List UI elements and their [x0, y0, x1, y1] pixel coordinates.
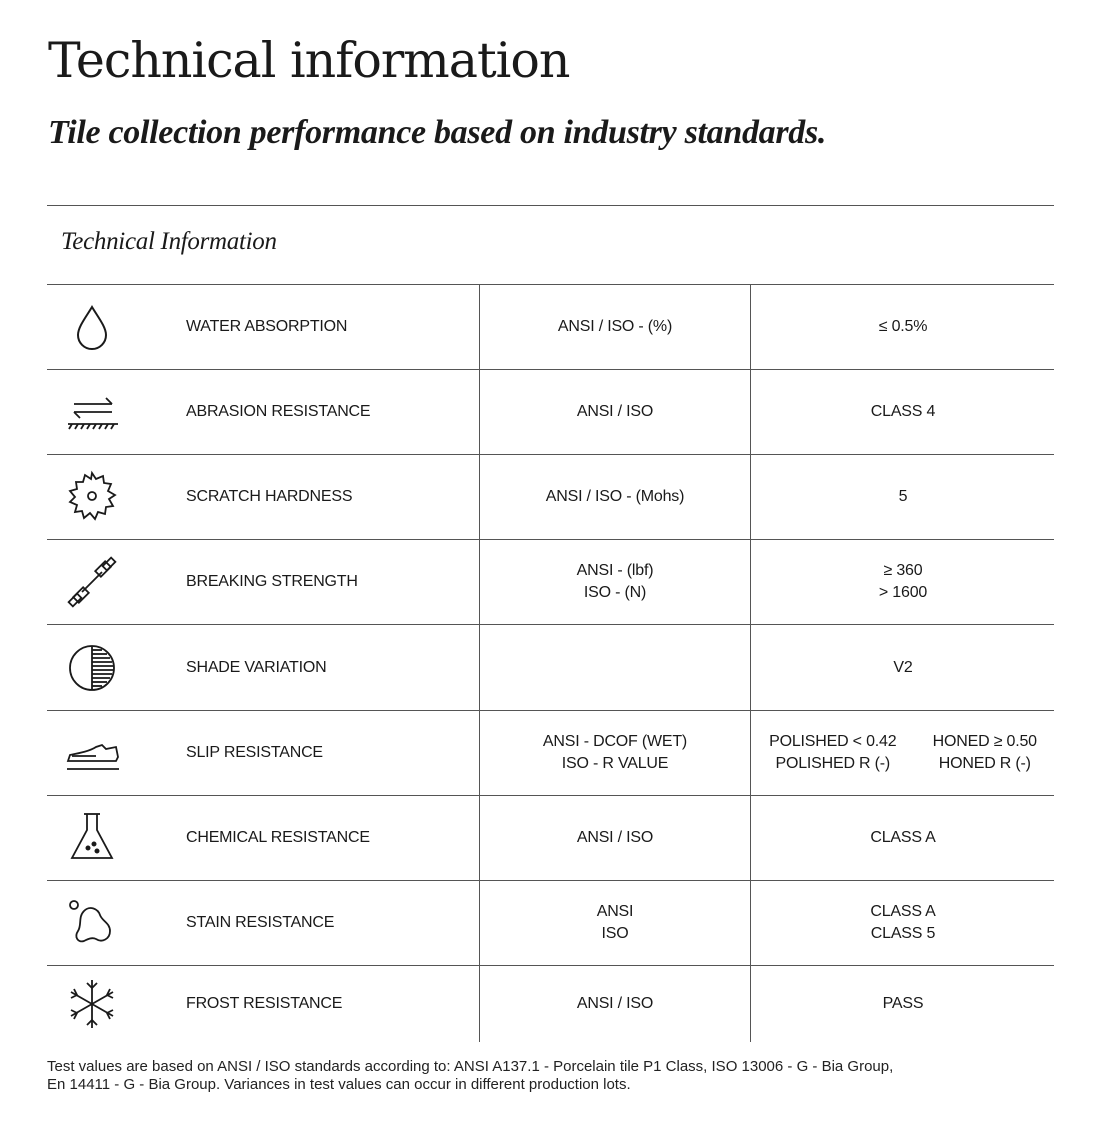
property-label: SHADE VARIATION [186, 658, 327, 676]
value-text: POLISHED < 0.42 [769, 733, 897, 750]
polished-values [769, 731, 896, 775]
value-text: CLASS 5 [870, 925, 936, 942]
table-row [47, 880, 1054, 965]
property-label: CHEMICAL RESISTANCE [186, 829, 370, 846]
standard-cell [479, 625, 750, 710]
standard-cell [479, 711, 750, 795]
value-text: HONED R (-) [938, 755, 1031, 772]
property-label: BREAKING STRENGTH [186, 573, 358, 590]
footnote [47, 1058, 947, 1094]
gear-icon [62, 467, 122, 527]
standard-text: ANSI / ISO [576, 829, 654, 846]
table-row [47, 795, 1054, 880]
property-label: WATER ABSORPTION [186, 318, 348, 335]
shoe-icon [62, 723, 122, 783]
abrasion-icon [62, 382, 122, 442]
half-shaded-circle-icon [62, 638, 122, 698]
property-label: STAIN RESISTANCE [186, 914, 335, 931]
standard-text: ANSI / ISO - (Mohs) [545, 488, 685, 505]
standard-text: ANSI / ISO [576, 403, 654, 420]
value-cell [750, 285, 1055, 369]
page-subtitle: Tile collection performance based on industry standards. [48, 114, 827, 151]
table-row [47, 965, 1054, 1042]
value-text: PASS [882, 995, 924, 1012]
value-text: HONED ≥ 0.50 [932, 733, 1037, 750]
water-drop-icon [62, 297, 122, 357]
stain-icon [62, 893, 122, 953]
standard-text: ISO [601, 925, 629, 942]
standard-text: ANSI / ISO - (%) [557, 318, 673, 335]
value-cell [750, 881, 1055, 965]
table-row [47, 710, 1054, 795]
property-label: ABRASION RESISTANCE [186, 403, 371, 420]
section-title: Technical Information [61, 228, 277, 255]
divider [47, 205, 1054, 206]
standard-text: ANSI - (lbf) [576, 562, 654, 579]
honed-values [933, 731, 1037, 775]
value-cell [750, 540, 1055, 624]
standard-cell [479, 285, 750, 369]
standard-cell [479, 966, 750, 1042]
standard-cell [479, 455, 750, 539]
value-text: CLASS 4 [870, 403, 936, 420]
standard-text: ANSI - DCOF (WET) [542, 733, 688, 750]
table-row [47, 454, 1054, 539]
standard-text: ANSI [596, 903, 634, 920]
value-cell [750, 455, 1055, 539]
value-text: > 1600 [878, 584, 928, 601]
table-row [47, 369, 1054, 454]
value-text: ≥ 360 [883, 562, 923, 579]
standard-text: ISO - (N) [583, 584, 647, 601]
value-text: ≤ 0.5% [878, 318, 928, 335]
property-label: FROST RESISTANCE [186, 995, 343, 1012]
standard-text: ANSI / ISO [576, 995, 654, 1012]
value-cell [750, 370, 1055, 454]
page-title: Technical information [48, 32, 570, 89]
table-row [47, 284, 1054, 369]
value-cell [750, 711, 1055, 795]
table-row [47, 539, 1054, 624]
value-cell [750, 625, 1055, 710]
value-text: V2 [893, 658, 913, 676]
property-label: SCRATCH HARDNESS [186, 488, 353, 505]
table-row [47, 624, 1054, 710]
footnote-line: Test values are based on ANSI / ISO standards according to: ANSI A137.1 - Porcelain tile P1 Class, ISO 13006 - G - Bia Group, [47, 1058, 894, 1075]
value-cell [750, 796, 1055, 880]
value-cell [750, 966, 1055, 1042]
value-text: CLASS A [870, 903, 936, 920]
spec-table [47, 284, 1054, 1042]
value-text: 5 [898, 488, 908, 505]
dumbbell-icon [62, 552, 122, 612]
standard-text: ISO - R VALUE [561, 755, 669, 772]
footnote-line: En 14411 - G - Bia Group. Variances in test values can occur in different production lots. [47, 1076, 631, 1093]
standard-cell [479, 881, 750, 965]
standard-cell [479, 796, 750, 880]
snowflake-icon [62, 974, 122, 1034]
standard-cell [479, 540, 750, 624]
flask-icon [62, 808, 122, 868]
value-text: POLISHED R (-) [775, 755, 891, 772]
value-text: CLASS A [870, 829, 936, 846]
property-label: SLIP RESISTANCE [186, 744, 323, 761]
standard-cell [479, 370, 750, 454]
